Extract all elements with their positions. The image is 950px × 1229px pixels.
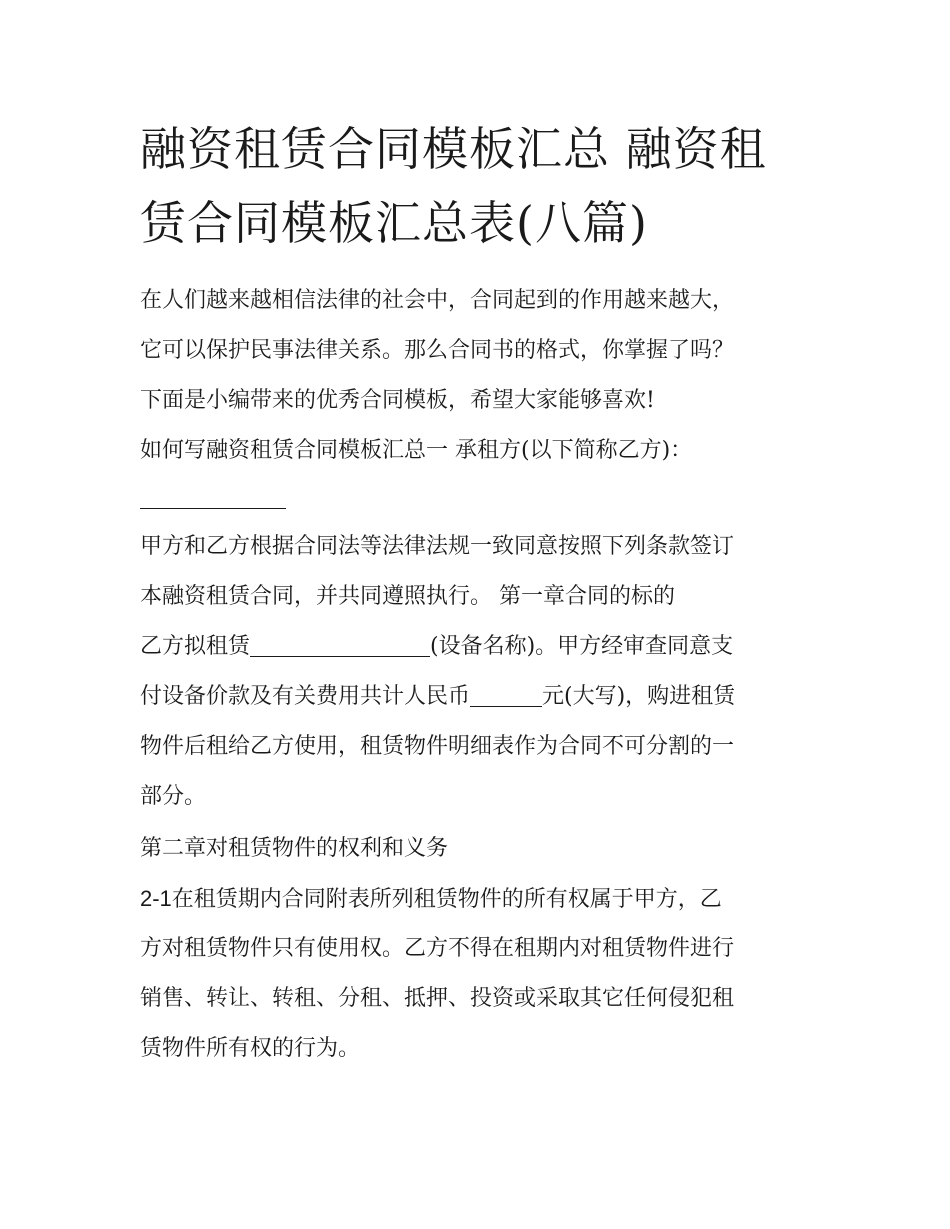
clause-first-text: 在租赁期内合同附表所列租赁物件的所有权属于甲方，乙 bbox=[171, 887, 722, 912]
price-amount-blank bbox=[470, 684, 542, 707]
lease-equipment-line bbox=[140, 622, 820, 672]
para2-line-2: 本融资租赁合同，并共同遵照执行。 第一章合同的标的 bbox=[140, 584, 675, 609]
para3-line-1: 物件后租给乙方使用，租赁物件明细表作为合同不可分割的一 bbox=[140, 734, 735, 759]
lease-line-suffix: (设备名称)。甲方经审查同意支 bbox=[430, 634, 734, 659]
intro-line-3: 下面是小编带来的优秀合同模板，希望大家能够喜欢! bbox=[140, 388, 655, 413]
intro-line-1: 在人们越来越相信法律的社会中，合同起到的作用越来越大， bbox=[140, 288, 735, 313]
title-line-1: 融资租赁合同模板汇总 融资租 bbox=[140, 122, 767, 176]
lessee-name-blank bbox=[140, 508, 286, 509]
title-line-2: 赁合同模板汇总表(八篇) bbox=[140, 196, 648, 250]
price-line bbox=[140, 672, 820, 722]
intro-line-2: 它可以保护民事法律关系。那么合同书的格式，你掌握了吗？ bbox=[140, 338, 735, 363]
intro-line-4: 如何写融资租赁合同模板汇总一 承租方(以下简称乙方)： bbox=[140, 438, 693, 463]
para2-line-1: 甲方和乙方根据合同法等法律法规一致同意按照下列条款签订 bbox=[140, 534, 735, 559]
para3-line-2: 部分。 bbox=[140, 784, 207, 809]
lease-line-prefix: 乙方拟租赁 bbox=[140, 634, 251, 659]
equipment-name-blank bbox=[250, 634, 430, 657]
price-line-suffix: 元(大写)，购进租赁 bbox=[542, 684, 736, 709]
clause-2-1-line-3: 销售、转让、转租、分租、抵押、投资或采取其它任何侵犯租 bbox=[140, 986, 735, 1011]
clause-2-1-line-4: 赁物件所有权的行为。 bbox=[140, 1036, 361, 1061]
clause-2-1-line-1 bbox=[140, 874, 820, 925]
chapter-2-heading: 第二章对租赁物件的权利和义务 bbox=[140, 836, 449, 861]
price-line-prefix: 付设备价款及有关费用共计人民币 bbox=[140, 684, 471, 709]
clause-number: 2-1 bbox=[140, 886, 172, 911]
clause-2-1-line-2: 方对租赁物件只有使用权。乙方不得在租期内对租赁物件进行 bbox=[140, 936, 735, 961]
document-title bbox=[140, 112, 830, 260]
